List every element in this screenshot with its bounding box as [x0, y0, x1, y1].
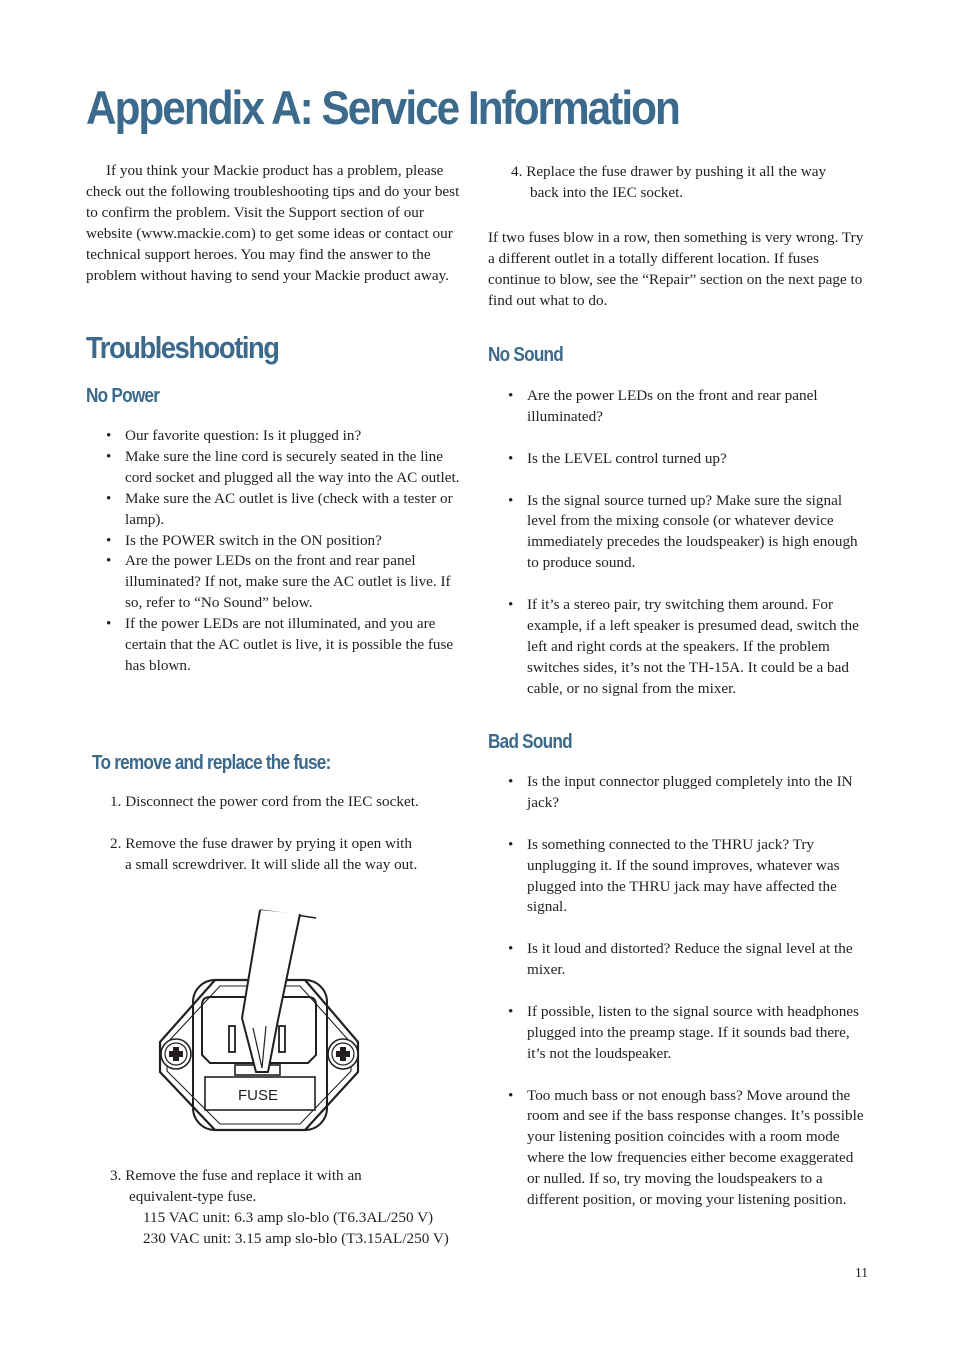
right-screw-icon [328, 1039, 358, 1069]
left-screw-icon [161, 1039, 191, 1069]
page-title: Appendix A: Service Information [86, 81, 679, 134]
fuse-heading: To remove and replace the fuse: [92, 752, 331, 774]
fuse-spec-230: 230 VAC unit: 3.15 amp slo-blo (T3.15AL/250 V) [143, 1229, 449, 1247]
bad-sound-item: • Too much bass or not enough bass? Move around the room and see if the bass response changes. It’s possible your listening position coincides with a room mode where the low frequencies either become exaggerated or nulled. If so, try moving the loudspeakers to a different position, or moving your listening position. [508, 1086, 866, 1211]
bad-sound-item: • Is it loud and distorted? Reduce the signal level at the mixer. [508, 939, 866, 981]
no-sound-item: • Is the LEVEL control turned up? [508, 449, 866, 470]
bad-sound-item: • Is something connected to the THRU jack? Try unplugging it. If the sound improves, whatever was plugged into the THRU jack may have affected the signal. [508, 835, 866, 919]
fuse-step-2-line-2: a small screwdriver. It will slide all the way out. [125, 855, 418, 873]
no-sound-item: • Are the power LEDs on the front and rear panel illuminated? [508, 386, 866, 428]
no-sound-list [508, 386, 866, 720]
fuse-spec-115: 115 VAC unit: 6.3 amp slo-blo (T6.3AL/250 V) [143, 1208, 434, 1226]
intro-paragraph: If you think your Mackie product has a problem, please check out the following troubleshooting tips and do your best to confirm the problem. Visit the Support section of our website (www.mackie.com) to get some ideas or contact our technical support heroes. You may find the answer to the problem without having to send your Mackie product away. [86, 162, 460, 284]
fuse-step-4-line-2: back into the IEC socket. [530, 183, 684, 201]
fuse-step-3 [110, 1166, 490, 1250]
no-sound-item: • Is the signal source turned up? Make sure the signal level from the mixing console (or whatever device immediately precedes the loudspeaker) is high enough to produce sound. [508, 491, 866, 575]
fuse-step-3-line-1: 3. Remove the fuse and replace it with an [110, 1167, 362, 1184]
no-power-item: • Is the POWER switch in the ON position? [106, 531, 464, 552]
fuse-step-2-line-1: 2. Remove the fuse drawer by prying it open with [110, 835, 412, 852]
bad-sound-heading: Bad Sound [488, 731, 572, 753]
page-number: 11 [855, 1265, 868, 1280]
bad-sound-item: • If possible, listen to the signal source with headphones plugged into the preamp stage. If it sounds bad there, it’s not the loudspeaker. [508, 1002, 866, 1065]
no-power-list [106, 426, 464, 677]
no-power-item: • Make sure the line cord is securely seated in the line cord socket and plugged all the way into the AC outlet. [106, 447, 464, 489]
no-power-item: • Our favorite question: Is it plugged in? [106, 426, 464, 447]
no-sound-heading: No Sound [488, 344, 564, 366]
fuse-step-4-line-1: 4. Replace the fuse drawer by pushing it all the way [511, 163, 827, 180]
iec-socket-illustration [150, 900, 370, 1135]
fuse-drawer-diagram [150, 900, 370, 1140]
fuse-step-3-line-2: equivalent-type fuse. [129, 1187, 257, 1205]
fuse-label: FUSE [237, 1087, 279, 1104]
no-power-heading: No Power [86, 385, 160, 407]
troubleshooting-heading: Troubleshooting [86, 330, 279, 365]
bad-sound-list [508, 772, 866, 1232]
fuse-step-1: 1. Disconnect the power cord from the IEC socket. [110, 793, 419, 810]
fuse-warning: If two fuses blow in a row, then something is very wrong. Try a different outlet in a totally different location. If fuses continue to blow, see the “Repair” section on the next page to find out what to do. [488, 229, 864, 309]
no-power-item: • Make sure the AC outlet is live (check with a tester or lamp). [106, 489, 464, 531]
bad-sound-item: • Is the input connector plugged completely into the IN jack? [508, 772, 866, 814]
fuse-step-4 [511, 162, 881, 204]
no-power-item: • If the power LEDs are not illuminated, and you are certain that the AC outlet is live, it is possible the fuse has blown. [106, 614, 464, 677]
no-sound-item: • If it’s a stereo pair, try switching them around. For example, if a left speaker is presumed dead, switch the left and right cords at the speakers. If the problem switches sides, it’s not the TH-15A. It could be a bad cable, or no signal from the mixer. [508, 595, 866, 700]
no-power-item: • Are the power LEDs on the front and rear panel illuminated? If not, make sure the AC outlet is live. If so, refer to “No Sound” below. [106, 551, 464, 614]
fuse-step-2 [110, 834, 470, 876]
